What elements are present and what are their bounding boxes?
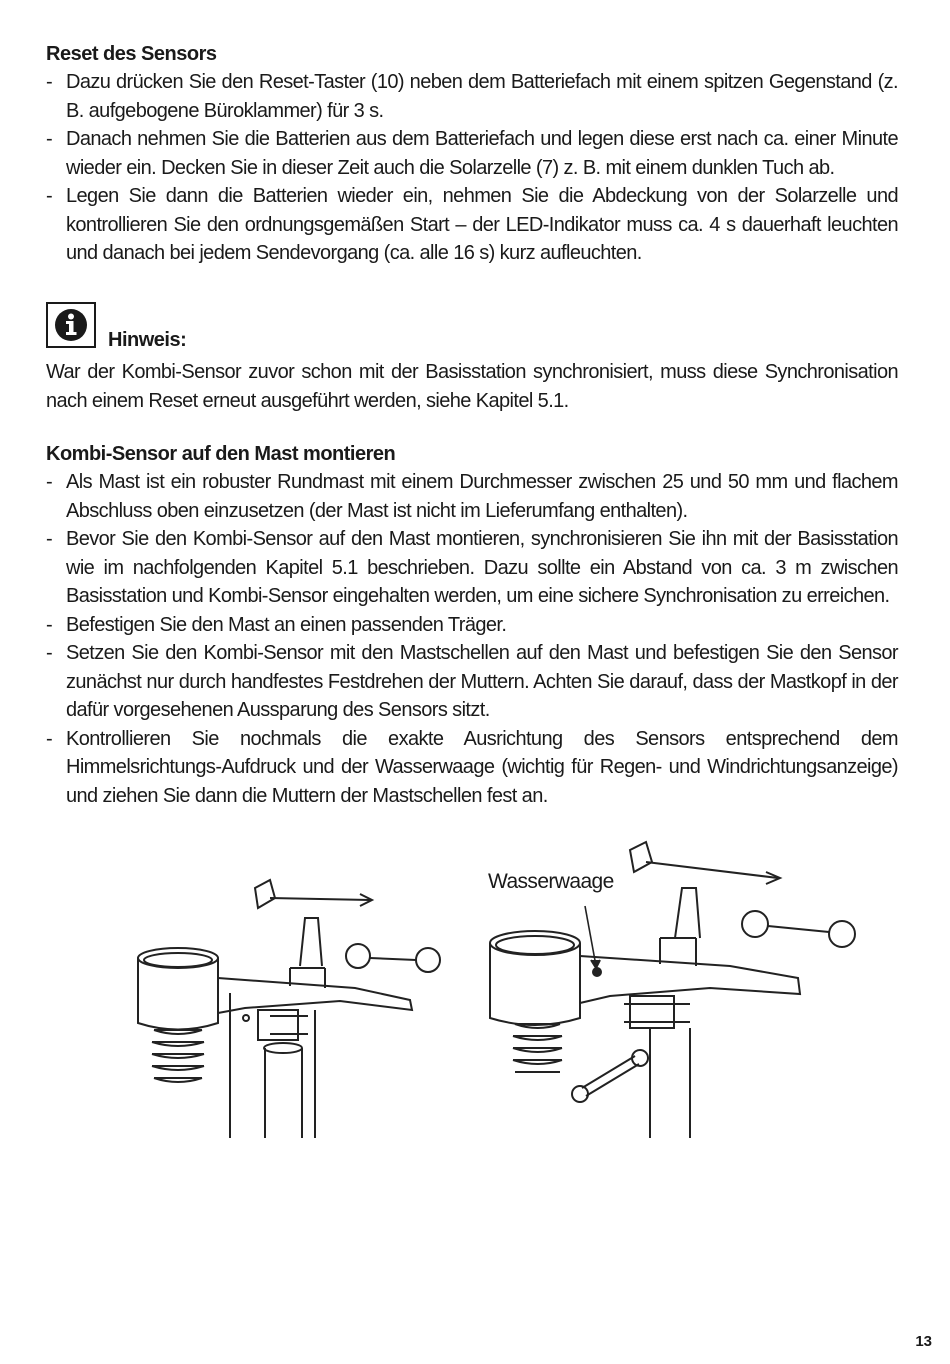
- mount-section: [46, 440, 898, 810]
- note-title: Hinweis:: [108, 329, 187, 351]
- info-icon: [46, 302, 96, 348]
- mounting-illustration: [130, 838, 870, 1138]
- reset-list: [46, 68, 898, 268]
- list-item: - Setzen Sie den Kombi-Sensor mit den Mastschellen auf den Mast und befestigen Sie den Sensor zunächst nur durch handfestes Festdrehen der Muttern. Achten Sie darauf, dass der Mastkopf in der dafür vorgesehenen Aussparung des Sensors sitzt.: [46, 642, 898, 721]
- note-block: [46, 302, 898, 415]
- list-item: - Dazu drücken Sie den Reset-Taster (10) neben dem Batteriefach mit einem spitzen Gegenstand (z. B. aufgebogene Büroklammer) für 3 s.: [46, 71, 898, 122]
- sensor-before-mounting: [138, 880, 440, 1138]
- reset-heading: Reset des Sensors: [46, 43, 217, 65]
- list-item: - Kontrollieren Sie nochmals die exakte Ausrichtung des Sensors entsprechend dem Himmelsrichtungs-Aufdruck und der Wasserwaage (wichtig für Regen- und Windrichtungsanzeige) und ziehen Sie dann die Muttern der Mastschellen fest an.: [46, 727, 898, 807]
- level-label: Wasserwaage: [488, 870, 614, 893]
- reset-section: [46, 40, 898, 268]
- list-item: - Befestigen Sie den Mast an einen passenden Träger.: [46, 613, 507, 636]
- list-item: - Danach nehmen Sie die Batterien aus dem Batteriefach und legen diese erst nach ca. einer Minute wieder ein. Decken Sie in dieser Zeit auch die Solarzelle (7) z. B. mit einem dunklen Tuch ab.: [46, 128, 898, 179]
- page-number: 13: [915, 1333, 932, 1350]
- note-text: War der Kombi-Sensor zuvor schon mit der Basisstation synchronisiert, muss diese Synchronisation nach einem Reset erneut ausgeführt werden, siehe Kapitel 5.1.: [46, 361, 898, 412]
- list-item: - Legen Sie dann die Batterien wieder ein, nehmen Sie die Abdeckung von der Solarzelle und kontrollieren Sie den ordnungsgemäßen Start – der LED-Indikator muss ca. 4 s dauerhaft leuchten und danach bei jedem Sendevorgang (ca. alle 16 s) kurz aufleuchten.: [46, 185, 898, 264]
- list-item: - Als Mast ist ein robuster Rundmast mit einem Durchmesser zwischen 25 und 50 mm und flachem Abschluss oben einzusetzen (der Mast ist nicht im Lieferumfang enthalten).: [46, 471, 898, 522]
- mount-heading: Kombi-Sensor auf den Mast montieren: [46, 443, 396, 465]
- mount-list: [46, 468, 898, 810]
- list-item: - Bevor Sie den Kombi-Sensor auf den Mast montieren, synchronisieren Sie ihn mit der Basisstation wie im nachfolgenden Kapitel 5.1 beschrieben. Dazu sollte ein Abstand von ca. 3 m zwischen Basisstation und Kombi-Sensor eingehalten werden, um eine sichere Synchronisation zu erreichen.: [46, 528, 898, 607]
